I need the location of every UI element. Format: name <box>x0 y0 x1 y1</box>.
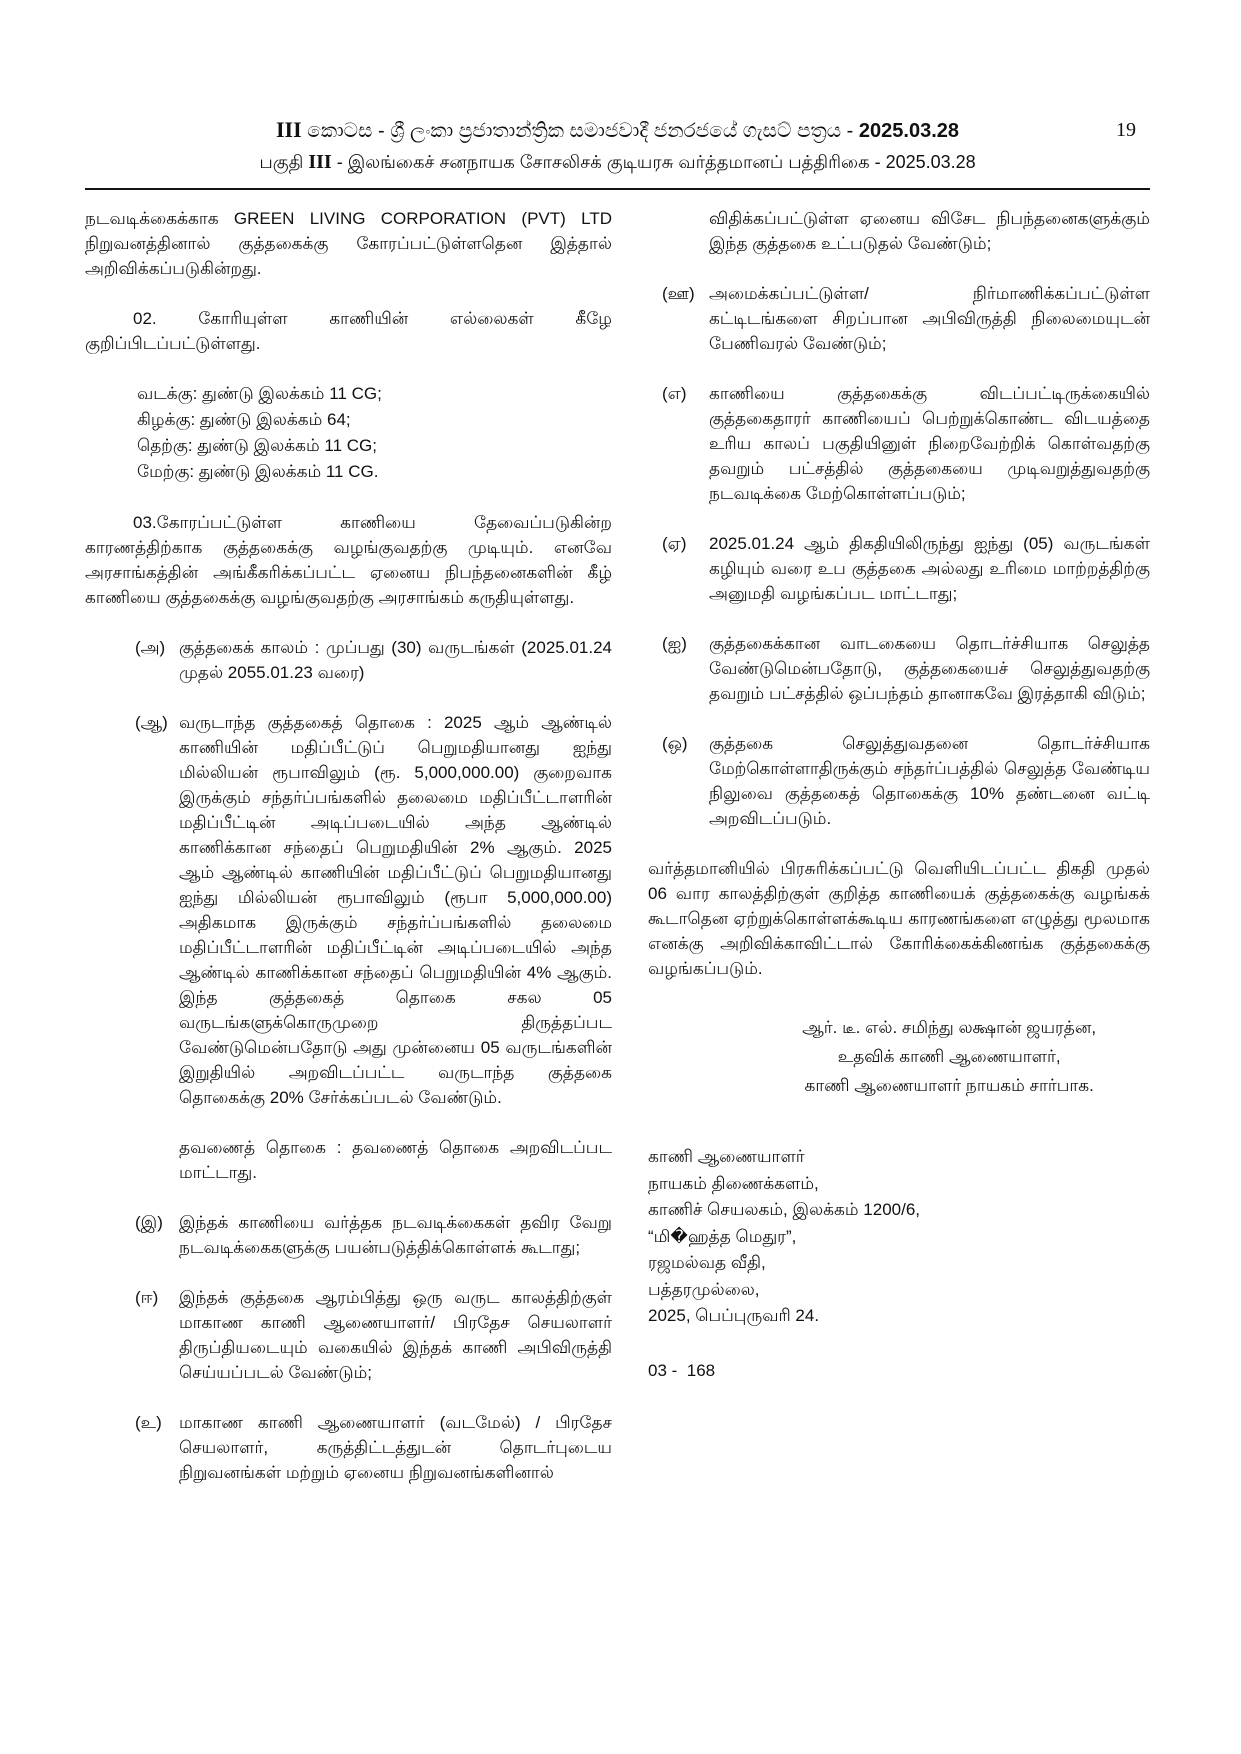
signatory-title: காணி ஆணையாளர் நாயகம் சார்பாக. <box>804 1076 1094 1095</box>
part-roman-numeral: III <box>308 151 332 173</box>
clause-item <box>648 281 1150 356</box>
clause-item <box>85 1410 612 1485</box>
clause-item <box>648 531 1150 606</box>
clause-continuation: விதிக்கப்பட்டுள்ள ஏனைய விசேட நிபந்தனைகளுக்கும் இந்த குத்தகை உட்படுதல் வேண்டும்; <box>709 209 1150 253</box>
clause-marker: (உ) <box>135 1413 162 1432</box>
clause-item <box>648 381 1150 506</box>
notice-body <box>85 206 1150 1510</box>
address-line: பத்தரமுல்லை, <box>648 1279 760 1299</box>
address-block <box>648 1144 1150 1330</box>
part-word: பகுதி <box>259 152 309 172</box>
clause-text: 2025.01.24 ஆம் திகதியிலிருந்து ஐந்து (05) வருடங்கள் கழியும் வரை உப குத்தகை அல்லது உரிமை மாற்றத்திற்கு அனுமதி வழங்கப்பட மாட்டாது; <box>709 534 1150 603</box>
clause-marker: (ஈ) <box>135 1288 159 1307</box>
clause-text: இந்தக் குத்தகை ஆரம்பித்து ஒரு வருட காலத்திற்குள் மாகாண காணி ஆணையாளர்/ பிரதேச செயலாளர் திருப்தியடையும் வகையில் இந்தக் காணி அபிவிருத்தி செய்யப்படல் வேண்டும்; <box>179 1288 612 1382</box>
clause-text: வருடாந்த குத்தகைத் தொகை : 2025 ஆம் ஆண்டில் காணியின் மதிப்பீட்டுப் பெறுமதியானது ஐந்து மில்லியன் ரூபாவிலும் (ரூ. 5,000,000.00) குறைவாக இருக்கும் சந்தர்ப்பங்களில் தலைமை மதிப்பீட்டாளரின் மதிப்பீட்டின் அடிப்படையில் அந்த ஆண்டில் காணிக்கான சந்தைப் பெறுமதியின் 2% ஆகும். 2025 ஆம் ஆண்டில் காணியின் மதிப்பீட்டுப் பெறுமதியானது ஐந்து மில்லியன் ரூபாவிலும் (ரூபா 5,000,000.00) அதிகமாக இருக்கும் சந்தர்ப்பங்களில் தலைமை மதிப்பீட்டாளரின் மதிப்பீட்டின் அடிப்படையில் அந்த ஆண்டில் காணிக்கான சந்தைப் பெறுமதியின் 4% ஆகும். இந்த குத்தகைத் தொகை சகல 05 வருடங்களுக்கொருமுறை திருத்தப்பட வேண்டுமென்பதோடு அது முன்னைய 05 வருடங்களின் இறுதியில் அறவிடப்பட்ட வருடாந்த குத்தகை தொகைக்கு 20% சேர்க்கப்படல் வேண்டும். <box>179 713 612 1107</box>
address-line: ரஜமல்வத வீதி, <box>648 1253 766 1272</box>
address-line: 2025, பெப்புருவரி 24. <box>648 1306 820 1325</box>
signatory-title: உதவிக் காணி ஆணையாளர், <box>837 1047 1061 1066</box>
header-line-sinhala <box>85 118 1150 143</box>
clause-item <box>85 1285 612 1385</box>
clause-marker: (ஆ) <box>135 713 168 732</box>
header-title-sinhala: කොටස - ශ්‍රී ලංකා ප්‍රජාතාන්ත්‍රික සමාජවාදී ජනරජයේ ගැසට් පත්‍රය - <box>301 120 859 142</box>
clause-item <box>85 635 612 685</box>
paragraph: 02. கோரியுள்ள காணியின் எல்லைகள் கீழே குறிப்பிடப்பட்டுள்ளது. <box>85 309 612 353</box>
clause-marker: (ஏ) <box>662 534 687 553</box>
boundary-line: வடக்கு: துண்டு இலக்கம் 11 CG; <box>137 384 382 403</box>
clause-marker: (எ) <box>662 384 687 403</box>
part-roman-numeral: III <box>275 117 302 142</box>
clause-item <box>85 710 612 1110</box>
notice-number: 03 - 168 <box>648 1360 716 1380</box>
clause-item <box>648 631 1150 706</box>
header-date: 2025.03.28 <box>858 120 960 142</box>
clause-text: காணியை குத்தகைக்கு விடப்பட்டிருக்கையில் குத்தகைதாரர் காணியைப் பெற்றுக்கொண்ட விடயத்தை உரிய காலப் பகுதியினுள் நிறைவேற்றிக் கொள்வதற்கு தவறும் பட்சத்தில் குத்தகையை முடிவறுத்துவதற்கு நடவடிக்கை மேற்கொள்ளப்படும்; <box>709 384 1150 503</box>
header-rule <box>85 188 1150 190</box>
header-line-tamil <box>85 149 1150 175</box>
signature-block <box>748 1013 1150 1100</box>
boundary-line: கிழக்கு: துண்டு இலக்கம் 64; <box>137 410 351 429</box>
address-line: “மி�ஹத்த மெதுர”, <box>648 1226 797 1246</box>
address-line: நாயகம் திணைக்களம், <box>648 1173 819 1193</box>
right-column <box>648 206 1150 1510</box>
address-line: காணிச் செயலகம், இலக்கம் 1200/6, <box>648 1200 921 1219</box>
clause-marker: (அ) <box>135 638 166 657</box>
signatory-name: ஆர். டீ. எல். சமிந்து லக்ஷான் ஜயரத்ன, <box>802 1018 1097 1037</box>
clause-item <box>85 1210 612 1260</box>
clause-text: குத்தகைக் காலம் : முப்பது (30) வருடங்கள் (2025.01.24 முதல் 2055.01.23 வரை) <box>179 638 612 682</box>
left-column <box>85 206 612 1510</box>
clause-continuation: தவணைத் தொகை : தவணைத் தொகை அறவிடப்பட மாட்டாது. <box>179 1138 612 1182</box>
paragraph: 03.கோரப்பட்டுள்ள காணியை தேவைப்படுகின்ற காரணத்திற்காக குத்தகைக்கு வழங்குவதற்கு முடியும். எனவே அரசாங்கத்தின் அங்கீகரிக்கப்பட்ட ஏனைய நிபந்தனைகளின் கீழ் காணியை குத்தகைக்கு வழங்குவதற்கு அரசாங்கம் கருதியுள்ளது. <box>85 513 612 607</box>
clause-text: குத்தகை செலுத்துவதனை தொடர்ச்சியாக மேற்கொள்ளாதிருக்கும் சந்தர்ப்பத்தில் செலுத்த வேண்டிய நிலுவை குத்தகைத் தொகைக்கு 10% தண்டனை வட்டி அறவிடப்படும். <box>709 734 1150 828</box>
clause-text: இந்தக் காணியை வர்த்தக நடவடிக்கைகள் தவிர வேறு நடவடிக்கைகளுக்கு பயன்படுத்திக்கொள்ளக் கூடாது; <box>179 1213 612 1257</box>
address-line: காணி ஆணையாளர் <box>648 1147 805 1166</box>
boundary-list <box>137 381 612 485</box>
boundary-line: மேற்கு: துண்டு இலக்கம் 11 CG. <box>137 462 379 481</box>
clause-text: அமைக்கப்பட்டுள்ள/ நிர்மாணிக்கப்பட்டுள்ள கட்டிடங்களை சிறப்பான அபிவிருத்தி நிலைமையுடன் பேணிவரல் வேண்டும்; <box>709 284 1150 353</box>
paragraph: நடவடிக்கைக்காக GREEN LIVING CORPORATION (PVT) LTD நிறுவனத்தினால் குத்தகைக்கு கோரப்பட்டுள்ளதென இத்தால் அறிவிக்கப்படுகின்றது. <box>85 209 612 278</box>
boundary-line: தெற்கு: துண்டு இலக்கம் 11 CG; <box>137 436 377 455</box>
page-number: 19 <box>1116 119 1136 141</box>
clause-text: குத்தகைக்கான வாடகையை தொடர்ச்சியாக செலுத்த வேண்டுமென்பதோடு, குத்தகையைச் செலுத்துவதற்கு தவறும் பட்சத்தில் ஒப்பந்தம் தானாகவே இரத்தாகி விடும்; <box>709 634 1150 703</box>
clause-marker: (ஐ) <box>662 634 687 653</box>
clause-marker: (ஒ) <box>662 734 688 753</box>
clause-marker: (இ) <box>135 1213 163 1232</box>
paragraph: வர்த்தமானியில் பிரசுரிக்கப்பட்டு வெளியிடப்பட்ட திகதி முதல் 06 வார காலத்திற்குள் குறித்த காணியைக் குத்தகைக்கு வழங்கக் கூடாதென ஏற்றுக்கொள்ளக்கூடிய காரணங்களை எழுத்து மூலமாக எனக்கு அறிவிக்காவிட்டால் கோரிக்கைக்கிணங்க குத்தகைக்கு வழங்கப்படும். <box>648 859 1150 978</box>
page-header <box>85 118 1150 190</box>
clause-text: மாகாண காணி ஆணையாளர் (வடமேல்) / பிரதேச செயலாளர், கருத்திட்டத்துடன் தொடர்புடைய நிறுவனங்கள் மற்றும் ஏனைய நிறுவனங்களினால் <box>179 1413 612 1482</box>
clause-item <box>648 731 1150 831</box>
clause-marker: (ஊ) <box>662 284 695 303</box>
header-title-tamil: - இலங்கைச் சனநாயக சோசலிசக் குடியரசு வர்த்தமானப் பத்திரிகை - 2025.03.28 <box>331 152 976 172</box>
